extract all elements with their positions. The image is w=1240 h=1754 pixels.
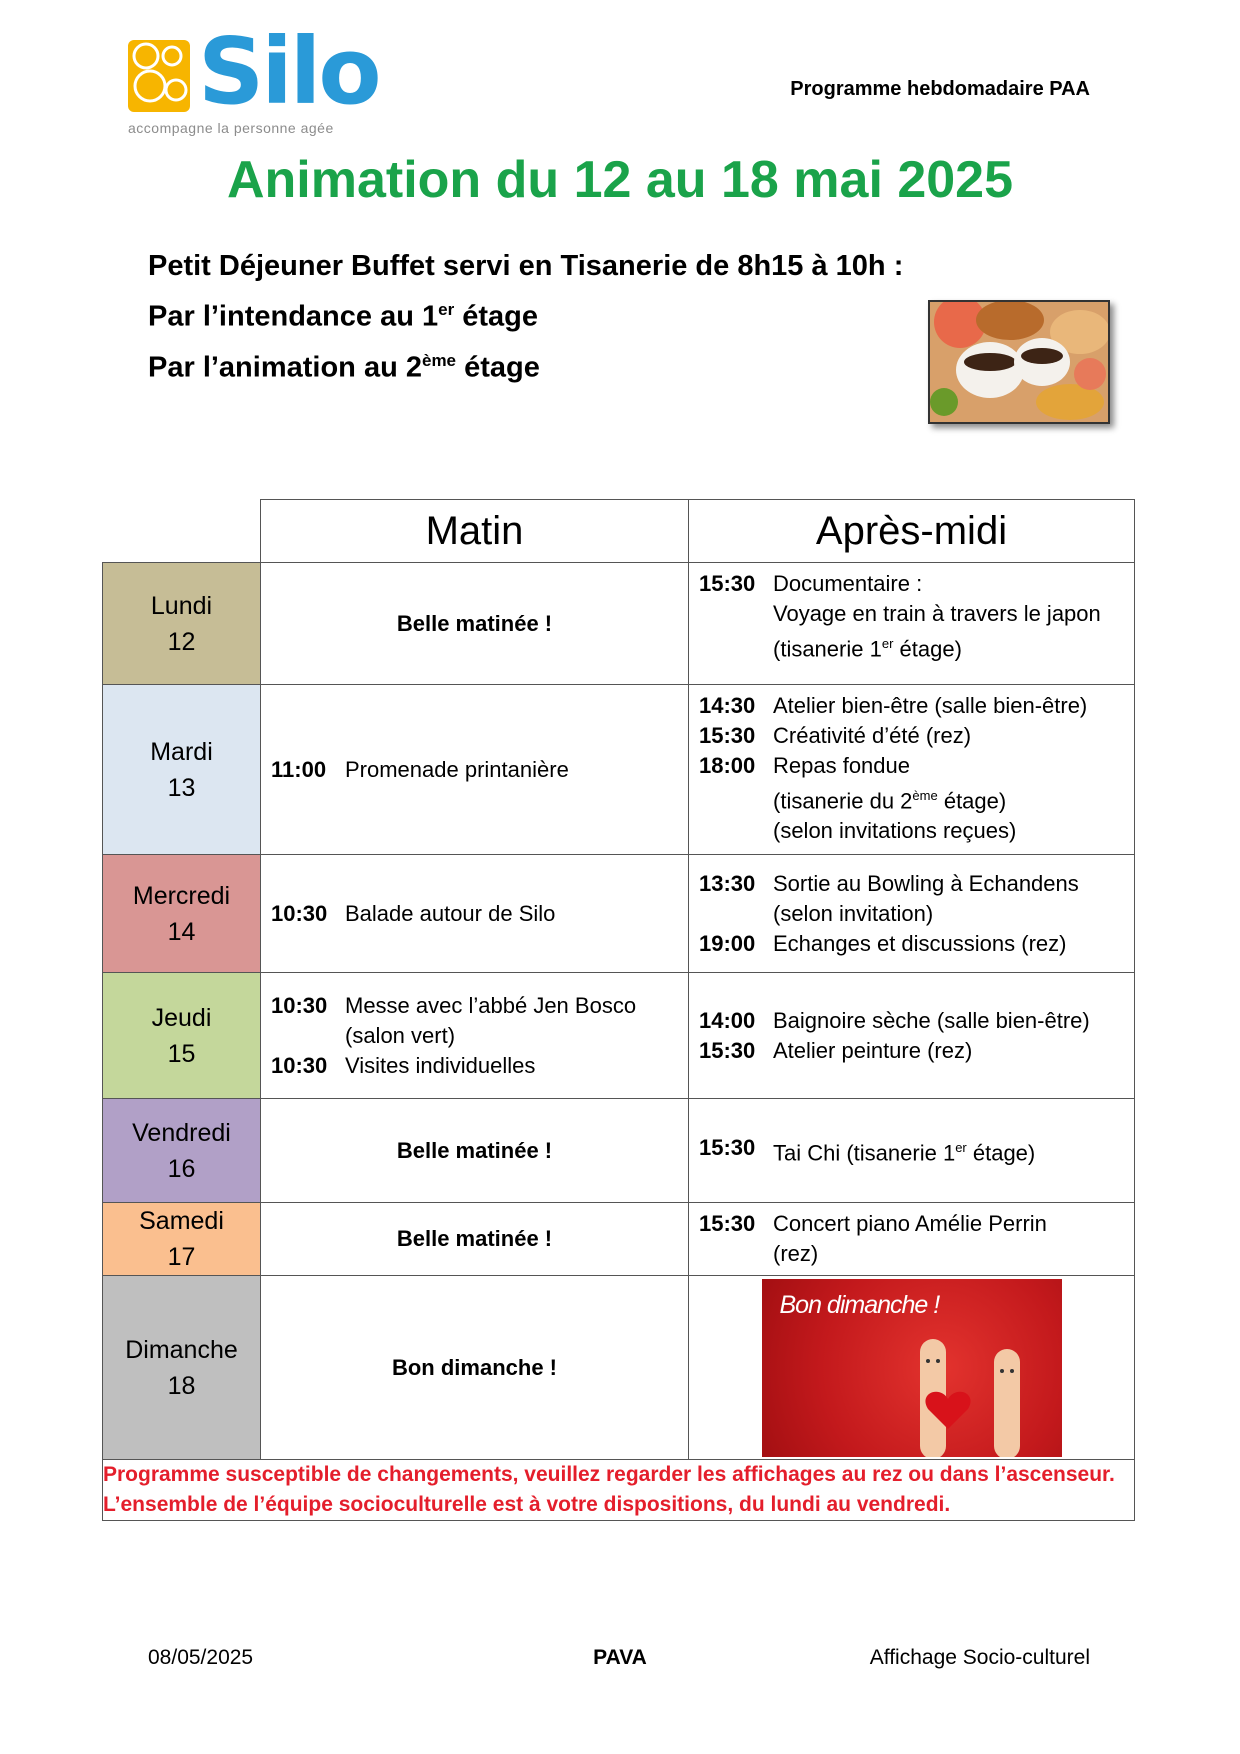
day-cell [103,1203,261,1276]
day-name: Mardi [150,737,213,766]
morning-cell: Belle matinée ! [261,1099,689,1203]
day-cell [103,1276,261,1460]
morning-cell: Bon dimanche ! [261,1276,689,1460]
col-morning: Matin [261,500,689,563]
activity-item [271,1051,678,1081]
day-cell [103,973,261,1099]
breakfast-photo [928,300,1110,424]
activity-line: (selon invitation) [773,900,934,926]
activity-line: Echanges et discussions (rez) [773,930,1067,956]
corner-cell [103,500,261,563]
activity-time: 14:00 [699,1007,756,1033]
activity-line: Promenade printanière [345,756,569,782]
activity-description [773,929,1124,959]
activity-line: Messe avec l’abbé Jen Bosco [345,992,637,1018]
activity-item [699,751,1124,846]
activity-description [773,869,1124,929]
activity-time: 18:00 [699,753,756,778]
activity-line: Baignoire sèche (salle bien-être) [773,1007,1090,1033]
activity-line: (rez) [773,1241,819,1266]
bon-dimanche-image-text: Bon dimanche ! [779,1290,940,1319]
activity-line: Visites individuelles [345,1052,536,1078]
day-number: 14 [167,917,196,946]
morning-cell: Belle matinée ! [261,1203,689,1276]
afternoon-cell [689,563,1135,685]
afternoon-cell [689,855,1135,973]
activity-description [773,691,1124,721]
afternoon-cell [689,685,1135,855]
activity-line: Balade autour de Silo [345,900,556,926]
activity-description [773,1006,1124,1036]
logo-circles-icon [128,40,190,112]
activity-item [699,569,1124,664]
activity-line: Documentaire : [773,571,923,596]
afternoon-cell [689,1099,1135,1203]
activity-item [699,691,1124,721]
morning-cell [261,685,689,855]
activity-time: 15:30 [699,723,756,748]
day-cell [103,685,261,855]
schedule-table [102,499,1135,1521]
activity-line: Créativité d’été (rez) [773,723,972,748]
day-name: Dimanche [125,1335,238,1364]
breakfast-line-2: Par l’intendance au 1er étage [148,300,539,333]
morning-cell [261,973,689,1099]
day-number: 15 [167,1039,196,1068]
page-title: Animation du 12 au 18 mai 2025 [226,151,1014,209]
day-cell [103,855,261,973]
day-name: Samedi [139,1207,224,1235]
activity-item [699,929,1124,959]
fingers-heart-icon [762,1279,1062,1457]
activity-item [271,899,678,929]
activity-description [773,1133,1124,1168]
activity-time: 10:30 [271,992,328,1018]
footer-center: PAVA [593,1646,647,1669]
day-row [103,1203,1135,1276]
bon-dimanche-image [762,1279,1062,1457]
activity-line: Repas fondue [773,753,910,778]
day-row [103,1276,1135,1460]
activity-time: 15:30 [699,571,756,596]
activity-item [699,1006,1124,1036]
activity-item [699,1036,1124,1066]
activity-item [699,721,1124,751]
activity-line: (tisanerie du 2ème étage) [773,788,1007,814]
day-number: 13 [167,773,196,802]
activity-time: 14:30 [699,693,756,718]
day-name: Jeudi [151,1003,212,1032]
day-number: 18 [167,1371,196,1400]
activity-line: Tai Chi (tisanerie 1er étage) [773,1139,1036,1166]
morning-cell [261,855,689,973]
table-header-row [103,500,1135,563]
day-name: Mercredi [132,881,231,910]
activity-item [271,991,678,1051]
activity-description [773,721,1124,751]
afternoon-cell [689,1203,1135,1276]
afternoon-cell [689,1276,1135,1460]
logo-tagline: accompagne la personne agée [128,120,334,136]
activity-item [699,869,1124,929]
activity-time: 15:30 [699,1134,756,1160]
day-cell [103,1099,261,1203]
activity-line: Atelier peinture (rez) [773,1037,973,1063]
breakfast-image-icon [930,302,1108,422]
day-row [103,685,1135,855]
footer-right: Affichage Socio-culturel [869,1646,1090,1669]
activity-description [345,991,678,1051]
breakfast-info [148,244,903,389]
day-cell [103,563,261,685]
activity-line: Sortie au Bowling à Echandens [773,870,1079,896]
activity-description [345,755,678,785]
activity-description [773,1209,1124,1269]
activity-time: 19:00 [699,930,756,956]
logo-wordmark: Silo [198,18,379,125]
activity-time: 10:30 [271,1052,328,1078]
activity-time: 15:30 [699,1211,756,1236]
day-name: Lundi [150,591,213,620]
day-name: Vendredi [132,1118,231,1147]
activity-description [773,1036,1124,1066]
day-row [103,563,1135,685]
activity-description [345,899,678,929]
activity-line: (tisanerie 1er étage) [773,636,962,662]
breakfast-line-1: Petit Déjeuner Buffet servi en Tisanerie de 8h15 à 10h : [148,250,904,282]
changes-note: Programme susceptible de changements, veuillez regarder les affichages au rez ou dans l’ascenseur. L’ensemble de l’équipe socioculturelle est à votre dispositions, du lundi au vendredi. [103,1460,1135,1521]
morning-cell: Belle matinée ! [261,563,689,685]
day-number: 16 [167,1154,196,1183]
activity-time: 13:30 [699,870,756,896]
day-row [103,855,1135,973]
activity-time: 11:00 [271,756,327,782]
day-row [103,973,1135,1099]
day-number: 17 [167,1243,196,1271]
activity-time: 15:30 [699,1037,756,1063]
activity-line: Concert piano Amélie Perrin [773,1211,1047,1236]
activity-line: (selon invitations reçues) [773,818,1017,844]
col-afternoon: Après-midi [689,500,1135,563]
afternoon-cell [689,973,1135,1099]
activity-line: Atelier bien-être (salle bien-être) [773,693,1088,718]
breakfast-line-3: Par l’animation au 2ème étage [148,350,540,384]
note-row [103,1460,1135,1521]
footer-date: 08/05/2025 [148,1646,254,1669]
activity-item [699,1209,1124,1269]
day-number: 12 [167,627,196,656]
program-label: Programme hebdomadaire PAA [790,78,1090,100]
activity-description [345,1051,678,1081]
silo-logo [128,18,379,146]
activity-time: 10:30 [271,900,328,926]
activity-line: Voyage en train à travers le japon [773,601,1101,626]
day-row [103,1099,1135,1203]
activity-description [773,569,1124,664]
activity-item [699,1133,1124,1168]
activity-description [773,751,1124,846]
activity-item [271,755,678,785]
activity-line: (salon vert) [345,1022,456,1048]
